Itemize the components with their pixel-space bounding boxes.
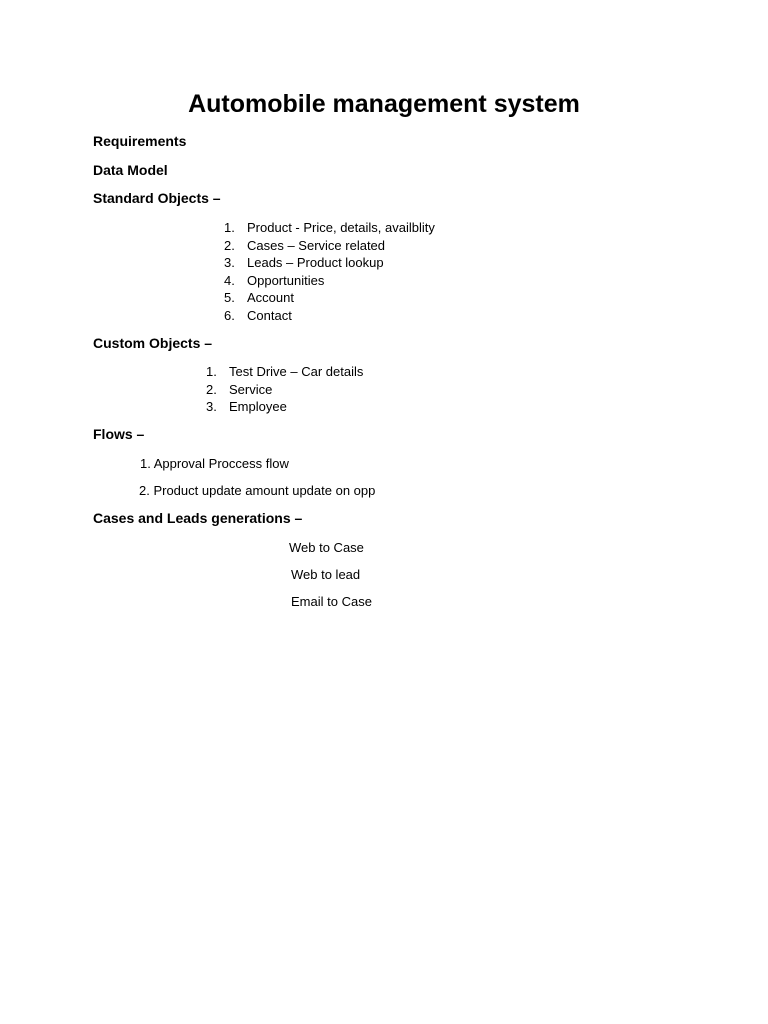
list-item-text: Employee bbox=[229, 399, 287, 415]
list-item-text: Test Drive – Car details bbox=[229, 364, 364, 379]
list-item-text: Product - Price, details, availblity bbox=[247, 220, 435, 235]
heading-custom-objects: Custom Objects – bbox=[93, 335, 213, 351]
list-item-text: Leads – Product lookup bbox=[247, 255, 384, 271]
list-item-text: Opportunities bbox=[247, 272, 325, 288]
heading-flows: Flows – bbox=[93, 426, 145, 442]
list-item-number: 4. bbox=[224, 272, 235, 288]
heading-requirements: Requirements bbox=[93, 133, 187, 149]
list-item-number: 3. bbox=[206, 399, 217, 415]
list-item-number: 2. bbox=[206, 381, 217, 397]
list-item-text: Contact bbox=[247, 307, 292, 323]
heading-cases-leads: Cases and Leads generations – bbox=[93, 510, 303, 526]
cases-leads-item: Web to Case bbox=[289, 540, 364, 555]
list-item-number: 1. bbox=[224, 220, 235, 235]
flow-item: 1. Approval Proccess flow bbox=[140, 456, 289, 471]
list-item-number: 3. bbox=[224, 255, 235, 271]
list-item-text: Cases – Service related bbox=[247, 237, 386, 253]
list-item-number: 2. bbox=[224, 237, 235, 253]
document-title: Automobile management system bbox=[188, 90, 580, 118]
list-item-number: 5. bbox=[224, 290, 235, 306]
list-item-text: Account bbox=[247, 290, 294, 306]
list-item-number: 6. bbox=[224, 307, 235, 323]
cases-leads-item: Email to Case bbox=[291, 594, 372, 609]
heading-standard-objects: Standard Objects – bbox=[93, 190, 221, 206]
cases-leads-item: Web to lead bbox=[291, 567, 361, 582]
list-item-number: 1. bbox=[206, 364, 217, 379]
flow-item: 2. Product update amount update on opp bbox=[139, 483, 376, 498]
heading-data-model: Data Model bbox=[93, 162, 168, 178]
list-item-text: Service bbox=[229, 381, 273, 397]
